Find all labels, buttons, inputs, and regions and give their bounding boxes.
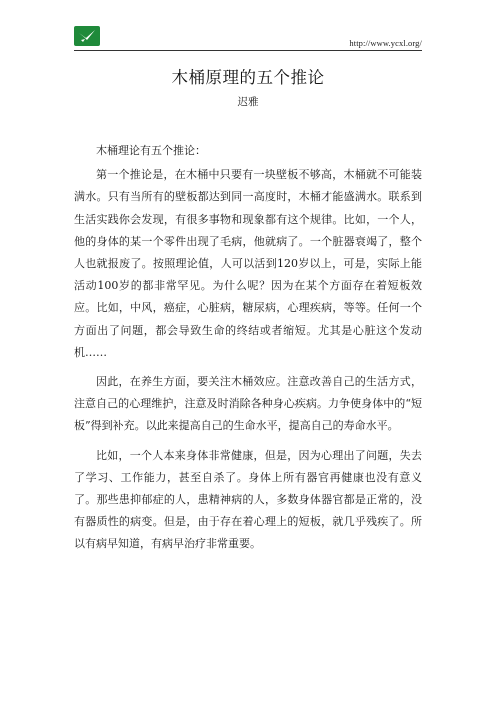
article-body xyxy=(74,140,422,563)
page-header xyxy=(74,26,422,50)
paragraph-3: 比如，一个人本来身体非常健康，但是，因为心理出了问题，失去了学习、工作能力，甚至自杀了。身体上所有器官再健康也没有意义了。那些患抑郁症的人，患精神病的人，多数身体器官都是正常的，没有器质性的病变。但是，由于存在着心理上的短板，就几乎残疾了。所以有病早知道，有病早治疗非常重要。 xyxy=(74,448,422,551)
header-divider xyxy=(74,50,422,51)
header-url: http://www.ycxl.org/ xyxy=(349,38,422,48)
paragraph-intro: 木桶理论有五个推论： xyxy=(96,144,206,157)
green-bird-logo-icon xyxy=(77,29,97,43)
site-logo xyxy=(74,26,100,46)
article-title: 木桶原理的五个推论 xyxy=(171,68,325,87)
paragraph-1: 第一个推论是，在木桶中只要有一块壁板不够高，木桶就不可能装满水。只有当所有的壁板都达到同一高度时，木桶才能盛满水。联系到生活实践你会发现，有很多事物和现象都有这个规律。比如，一个人，他的身体的某一个零件出现了毛病，他就病了。一个脏器衰竭了，整个人也就报废了。按照理论值，人可以活到120岁以上，可是，实际上能活动100岁的都非常罕见。为什么呢？因为在某个方面存在着短板效应。比如，中风，癌症，心脏病，糖尿病，心理疾病，等等。任何一个方面出了问题，都会导致生命的终结或者缩短。尤其是心脏这个发动机…… xyxy=(74,168,422,359)
paragraph-2: 因此，在养生方面，要关注木桶效应。注意改善自己的生活方式，注意自己的心理维护，注意及时消除各种身心疾病。力争使身体中的“短板”得到补充。以此来提高自己的生命水平，提高自己的寿命水平。 xyxy=(74,375,422,433)
article-author: 迟雅 xyxy=(237,96,259,108)
